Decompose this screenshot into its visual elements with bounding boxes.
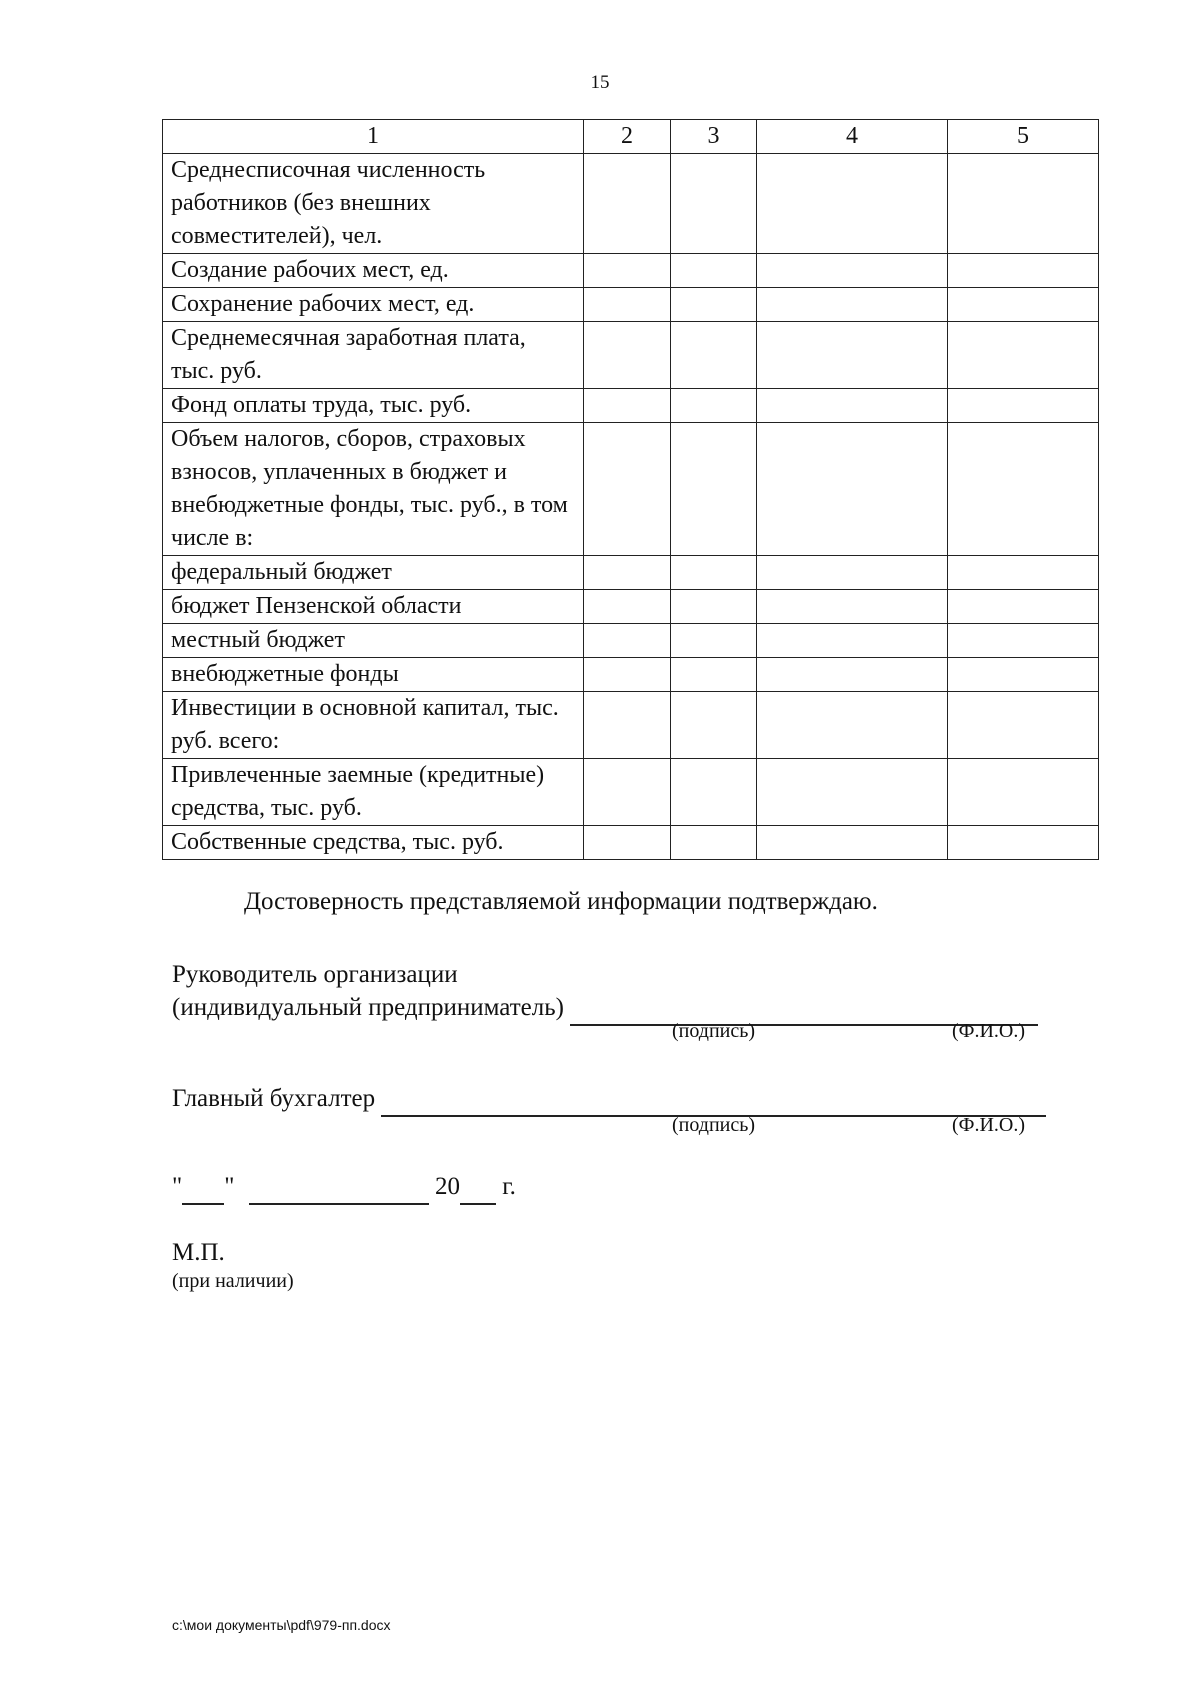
accountant-signature-block [172, 1082, 1046, 1117]
value-cell-col-2[interactable] [584, 692, 671, 759]
value-cell-col-3[interactable] [671, 624, 757, 658]
column-header-1: 1 [163, 120, 584, 154]
value-cell-col-2[interactable] [584, 154, 671, 254]
row-label: Среднесписочная численность работников (без внешних совместителей), чел. [163, 154, 584, 254]
value-cell-col-5[interactable] [948, 254, 1099, 288]
column-header-2: 2 [584, 120, 671, 154]
value-cell-col-5[interactable] [948, 590, 1099, 624]
table-row [163, 759, 1099, 826]
table-row [163, 254, 1099, 288]
value-cell-col-5[interactable] [948, 624, 1099, 658]
stamp-label: М.П. [172, 1239, 225, 1266]
value-cell-col-2[interactable] [584, 322, 671, 389]
value-cell-col-3[interactable] [671, 826, 757, 860]
value-cell-col-4[interactable] [757, 389, 948, 423]
value-cell-col-4[interactable] [757, 322, 948, 389]
accountant-name-hint: (Ф.И.О.) [952, 1114, 1026, 1136]
value-cell-col-2[interactable] [584, 556, 671, 590]
head-title-line1: Руководитель организации [172, 961, 458, 988]
row-label: внебюджетные фонды [163, 658, 584, 692]
confirmation-text: Достоверность представляемой информации подтверждаю. [244, 888, 878, 915]
value-cell-col-4[interactable] [757, 590, 948, 624]
column-header-3: 3 [671, 120, 757, 154]
value-cell-col-4[interactable] [757, 658, 948, 692]
value-cell-col-5[interactable] [948, 389, 1099, 423]
page-number: 15 [590, 72, 610, 93]
value-cell-col-3[interactable] [671, 658, 757, 692]
value-cell-col-3[interactable] [671, 288, 757, 322]
stamp-note: (при наличии) [172, 1270, 294, 1292]
value-cell-col-4[interactable] [757, 692, 948, 759]
value-cell-col-5[interactable] [948, 288, 1099, 322]
value-cell-col-4[interactable] [757, 826, 948, 860]
value-cell-col-3[interactable] [671, 759, 757, 826]
table-row [163, 826, 1099, 860]
indicators-table [162, 119, 1099, 860]
accountant-label: Главный бухгалтер [172, 1085, 376, 1112]
value-cell-col-2[interactable] [584, 590, 671, 624]
date-open-quote: " [172, 1173, 183, 1200]
value-cell-col-5[interactable] [948, 826, 1099, 860]
row-label: Среднемесячная заработная плата, тыс. руб. [163, 322, 584, 389]
value-cell-col-4[interactable] [757, 423, 948, 556]
row-label: Сохранение рабочих мест, ед. [163, 288, 584, 322]
date-line [172, 1170, 516, 1205]
table-header-row [163, 120, 1099, 154]
value-cell-col-5[interactable] [948, 556, 1099, 590]
table-row [163, 154, 1099, 254]
value-cell-col-2[interactable] [584, 254, 671, 288]
value-cell-col-2[interactable] [584, 389, 671, 423]
head-signature-block [172, 958, 1038, 1026]
date-day-field[interactable] [182, 1170, 224, 1205]
row-label: Собственные средства, тыс. руб. [163, 826, 584, 860]
value-cell-col-2[interactable] [584, 826, 671, 860]
value-cell-col-4[interactable] [757, 759, 948, 826]
row-label: Фонд оплаты труда, тыс. руб. [163, 389, 584, 423]
value-cell-col-5[interactable] [948, 322, 1099, 389]
value-cell-col-5[interactable] [948, 692, 1099, 759]
value-cell-col-2[interactable] [584, 624, 671, 658]
value-cell-col-4[interactable] [757, 556, 948, 590]
accountant-signature-line[interactable] [381, 1082, 1046, 1117]
value-cell-col-2[interactable] [584, 288, 671, 322]
date-close-quote: " [224, 1173, 235, 1200]
row-label: местный бюджет [163, 624, 584, 658]
value-cell-col-3[interactable] [671, 154, 757, 254]
value-cell-col-2[interactable] [584, 759, 671, 826]
head-title-line2-row [172, 991, 1038, 1026]
row-label: Привлеченные заемные (кредитные) средства, тыс. руб. [163, 759, 584, 826]
value-cell-col-5[interactable] [948, 154, 1099, 254]
head-name-hint: (Ф.И.О.) [952, 1020, 1026, 1042]
column-header-4: 4 [757, 120, 948, 154]
value-cell-col-5[interactable] [948, 658, 1099, 692]
value-cell-col-2[interactable] [584, 423, 671, 556]
table-row [163, 692, 1099, 759]
table-row [163, 322, 1099, 389]
head-signature-hint: (подпись) [672, 1020, 756, 1042]
table-row [163, 423, 1099, 556]
date-month-field[interactable] [249, 1170, 429, 1205]
date-year-field[interactable] [460, 1170, 496, 1205]
value-cell-col-4[interactable] [757, 624, 948, 658]
row-label: бюджет Пензенской области [163, 590, 584, 624]
value-cell-col-4[interactable] [757, 288, 948, 322]
value-cell-col-4[interactable] [757, 154, 948, 254]
row-label: Объем налогов, сборов, страховых взносов, уплаченных в бюджет и внебюджетные фонды, тыс. руб., в том числе в: [163, 423, 584, 556]
row-label: Инвестиции в основной капитал, тыс. руб. всего: [163, 692, 584, 759]
table-row [163, 658, 1099, 692]
row-label: Создание рабочих мест, ед. [163, 254, 584, 288]
value-cell-col-3[interactable] [671, 556, 757, 590]
accountant-signature-hint: (подпись) [672, 1114, 756, 1136]
head-title-line2: (индивидуальный предприниматель) [172, 994, 564, 1021]
value-cell-col-5[interactable] [948, 759, 1099, 826]
table-row [163, 624, 1099, 658]
value-cell-col-3[interactable] [671, 692, 757, 759]
date-year-prefix: 20 [434, 1173, 460, 1200]
table-row [163, 288, 1099, 322]
value-cell-col-3[interactable] [671, 590, 757, 624]
value-cell-col-3[interactable] [671, 322, 757, 389]
value-cell-col-5[interactable] [948, 423, 1099, 556]
table-row [163, 389, 1099, 423]
date-year-suffix: г. [502, 1173, 516, 1200]
column-header-5: 5 [948, 120, 1099, 154]
value-cell-col-4[interactable] [757, 254, 948, 288]
value-cell-col-3[interactable] [671, 254, 757, 288]
value-cell-col-3[interactable] [671, 389, 757, 423]
row-label: федеральный бюджет [163, 556, 584, 590]
value-cell-col-2[interactable] [584, 658, 671, 692]
table-row [163, 556, 1099, 590]
footer-file-path: c:\мои документы\pdf\979-пп.docx [172, 1617, 391, 1633]
value-cell-col-3[interactable] [671, 423, 757, 556]
table-row [163, 590, 1099, 624]
